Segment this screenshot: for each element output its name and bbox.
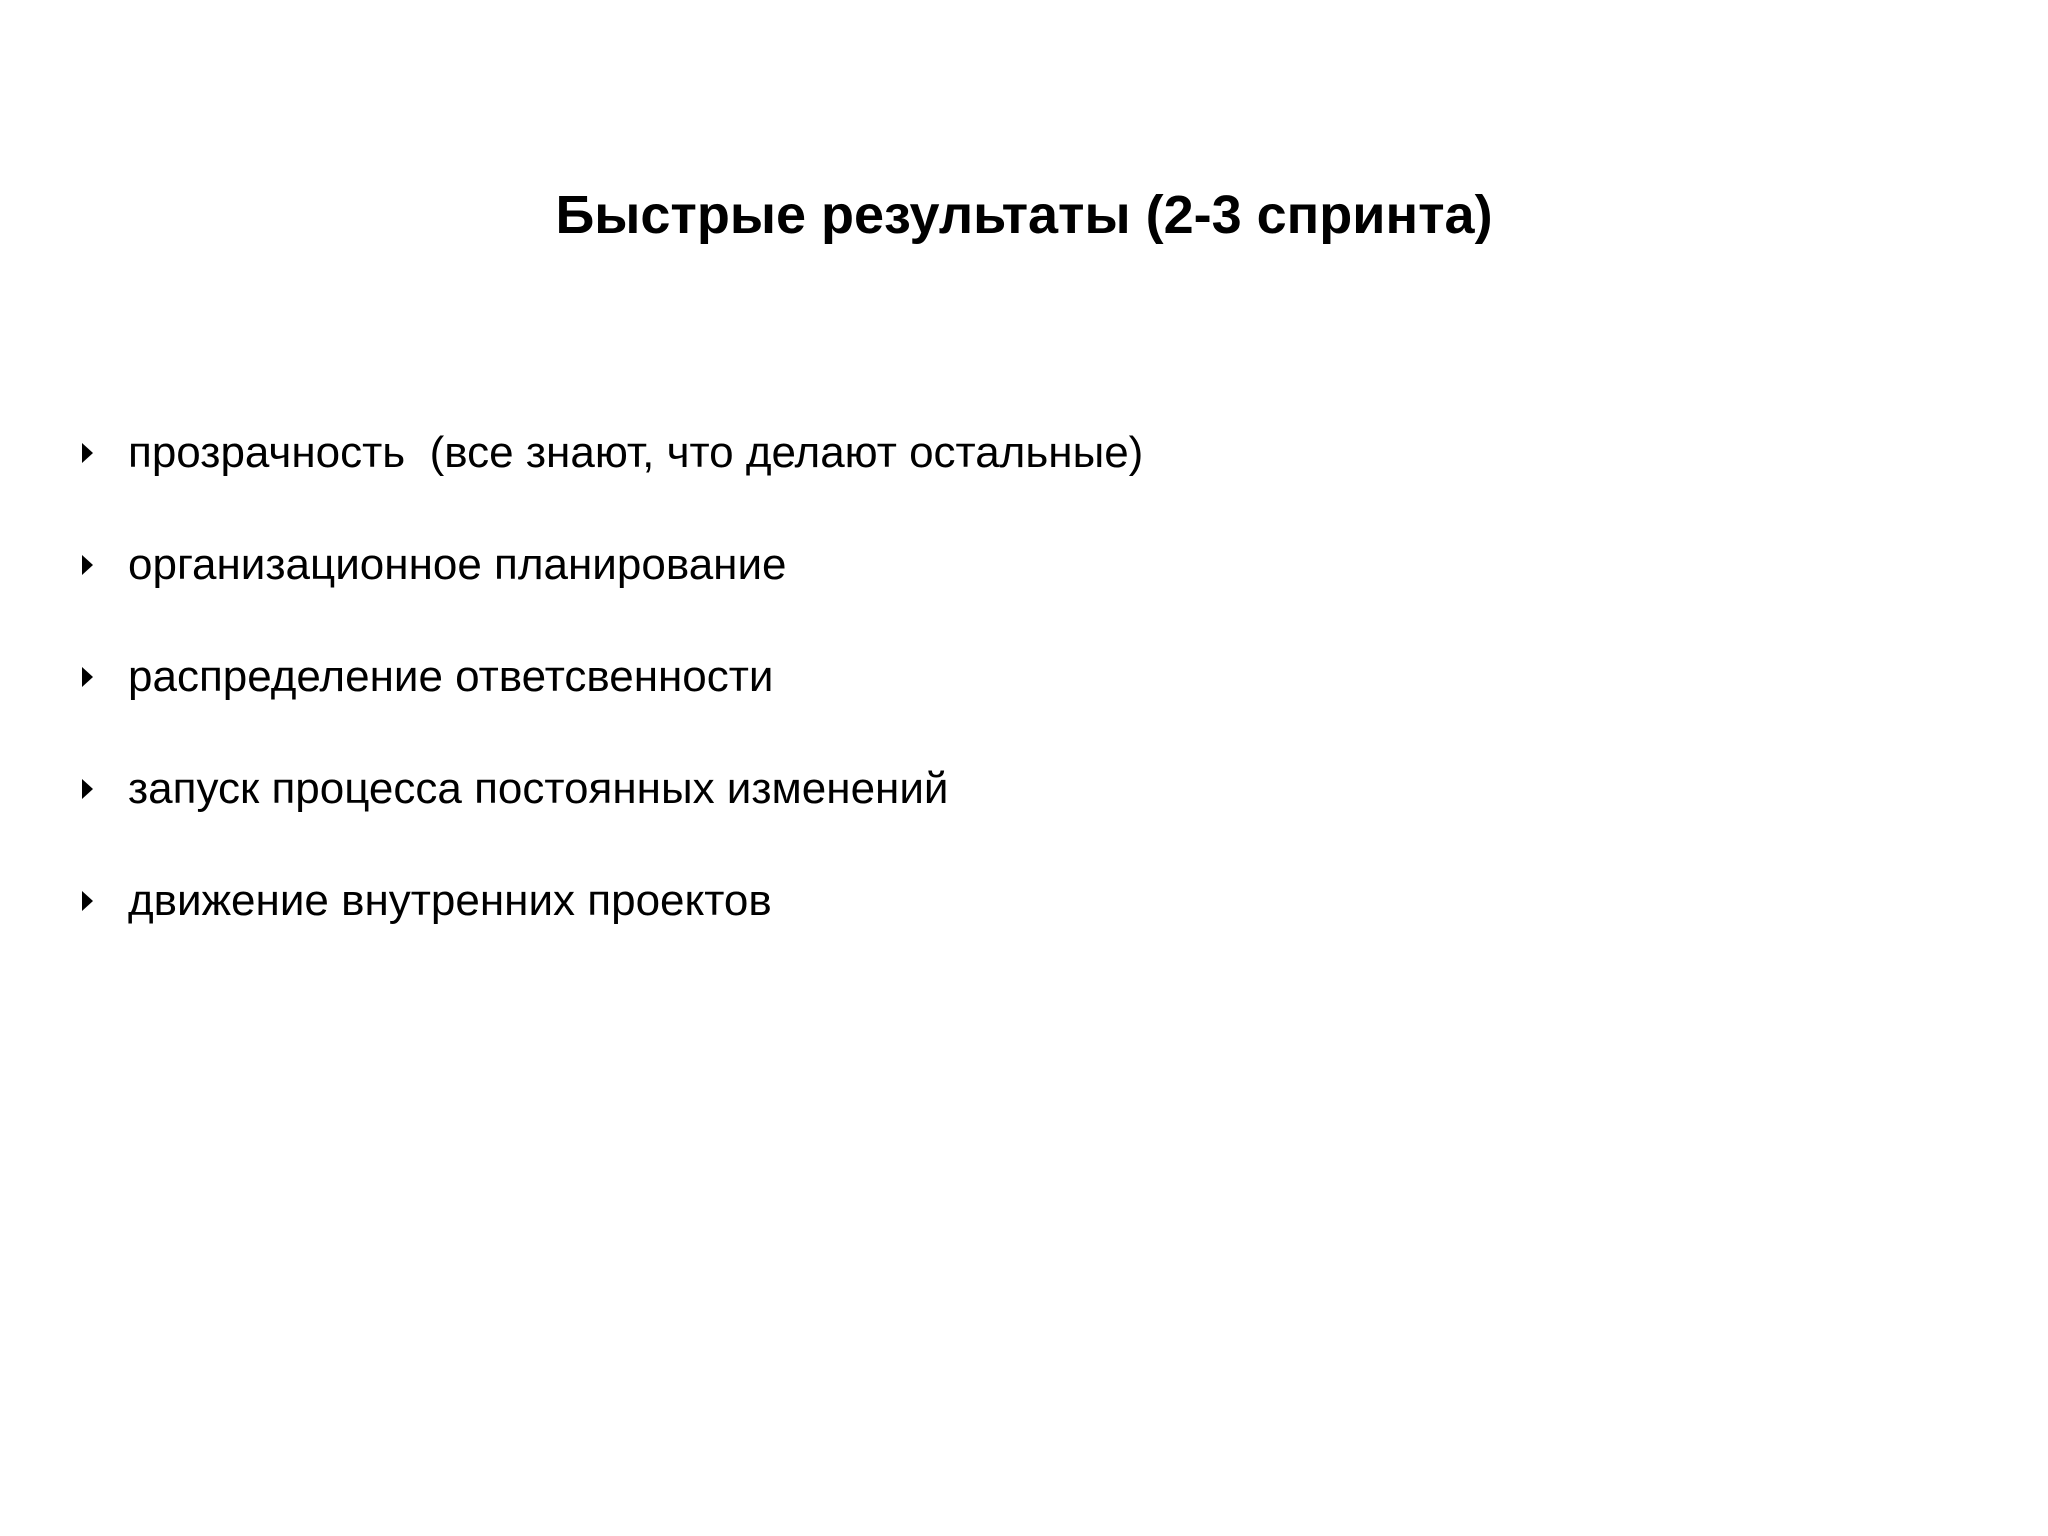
list-item bbox=[82, 733, 1143, 845]
list-item bbox=[82, 397, 1143, 509]
bullet-text: движение внутренних проектов bbox=[128, 876, 772, 925]
triangle-right-icon bbox=[82, 443, 93, 463]
list-item bbox=[82, 845, 1143, 957]
bullet-list bbox=[82, 397, 1143, 957]
bullet-text: распределение ответсвенности bbox=[128, 652, 774, 701]
slide-title: Быстрые результаты (2-3 спринта) bbox=[555, 185, 1493, 245]
bullet-text: организационное планирование bbox=[128, 540, 787, 589]
bullet-text: прозрачность (все знают, что делают остальные) bbox=[128, 428, 1144, 477]
triangle-right-icon bbox=[82, 667, 93, 687]
bullet-text: запуск процесса постоянных изменений bbox=[128, 764, 949, 813]
triangle-right-icon bbox=[82, 779, 93, 799]
list-item bbox=[82, 621, 1143, 733]
triangle-right-icon bbox=[82, 891, 93, 911]
triangle-right-icon bbox=[82, 555, 93, 575]
list-item bbox=[82, 509, 1143, 621]
